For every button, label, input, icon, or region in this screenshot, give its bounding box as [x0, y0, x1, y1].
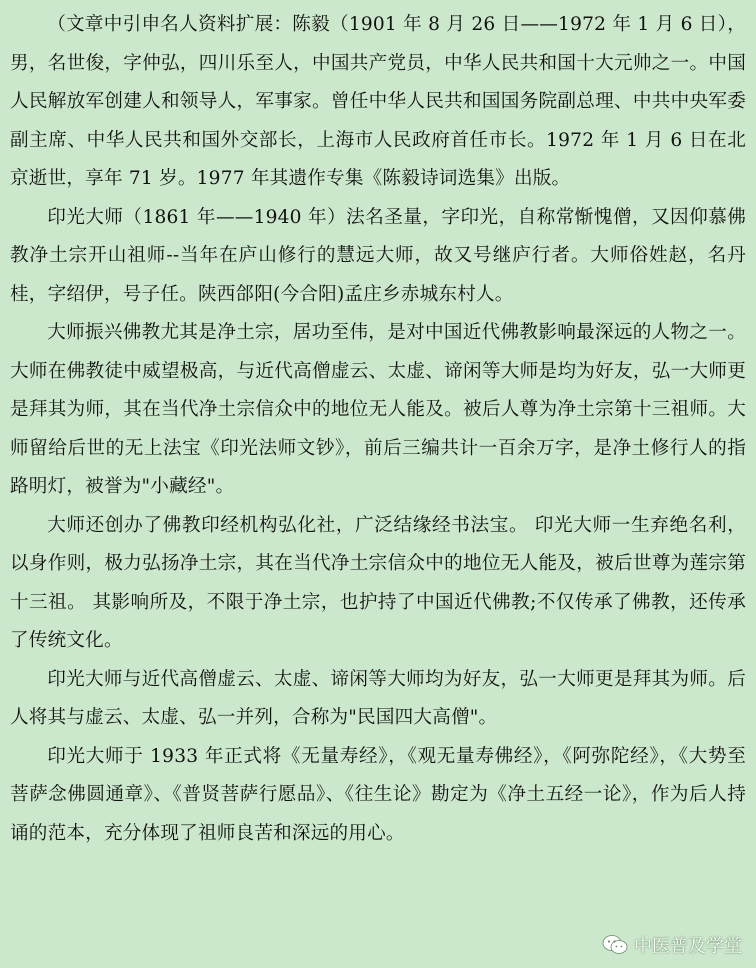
paragraph-five-sutras: 印光大师于 1933 年正式将《无量寿经》，《观无量寿佛经》，《阿弥陀经》，《大势至菩萨念佛圆通章》、《普贤菩萨行愿品》、《往生论》勘定为《净土五经一论》，作为后人持诵的范本，充分体现了祖师良苦和深远的用心。 [10, 745, 746, 844]
wechat-icon [602, 934, 628, 956]
paragraph-yinguang-influence: 大师振兴佛教尤其是净土宗，居功至伟，是对中国近代佛教影响最深远的人物之一。大师在佛教徒中威望极高，与近代高僧虚云、太虚、谛闲等大师是均为好友，弘一大师更是拜其为师，其在当代净土宗信众中的地位无人能及。被后人尊为净土宗第十三祖师。大师留给后世的无上法宝《印光法师文钞》，前后三编共计一百余万字，是净土修行人的指路明灯，被誉为"小藏经"。 [10, 322, 746, 497]
watermark [602, 932, 742, 958]
paragraph-yinguang-intro: 印光大师（1861 年——1940 年）法名圣量，字印光，自称常惭愧僧，又因仰慕佛教净土宗开山祖师--当年在庐山修行的慧远大师，故又号继庐行者。大师俗姓赵，名丹桂，字绍伊，号子任。陕西郃阳(今合阳)孟庄乡赤城东村人。 [10, 206, 746, 305]
paragraph-four-monks: 印光大师与近代高僧虚云、太虚、谛闲等大师均为好友，弘一大师更是拜其为师。后人将其与虚云、太虚、弘一并列，合称为"民国四大高僧"。 [10, 668, 746, 728]
paragraph-chen-yi-bio: （文章中引申名人资料扩展：陈毅（1901 年 8 月 26 日——1972 年 1 月 6 日），男，名世俊，字仲弘，四川乐至人，中国共产党员，中华人民共和国十大元帅之一。中国人民解放军创建人和领导人，军事家。曾任中华人民共和国国务院副总理、中共中央军委副主席、中华人民共和国外交部长，上海市人民政府首任市长。1972 年 1 月 6 日在北京逝世，享年 71 岁。1977 年其遗作专集《陈毅诗词选集》出版。 [10, 14, 746, 189]
watermark-text: 中医普及学堂 [634, 936, 742, 957]
paragraph-honghua-society: 大师还创办了佛教印经机构弘化社，广泛结缘经书法宝。 印光大师一生弃绝名利，以身作则，极力弘扬净土宗，其在当代净土宗信众中的地位无人能及，被后世尊为莲宗第十三祖。 其影响所及，不限于净土宗，也护持了中国近代佛教;不仅传承了佛教，还传承了传统文化。 [10, 514, 746, 651]
